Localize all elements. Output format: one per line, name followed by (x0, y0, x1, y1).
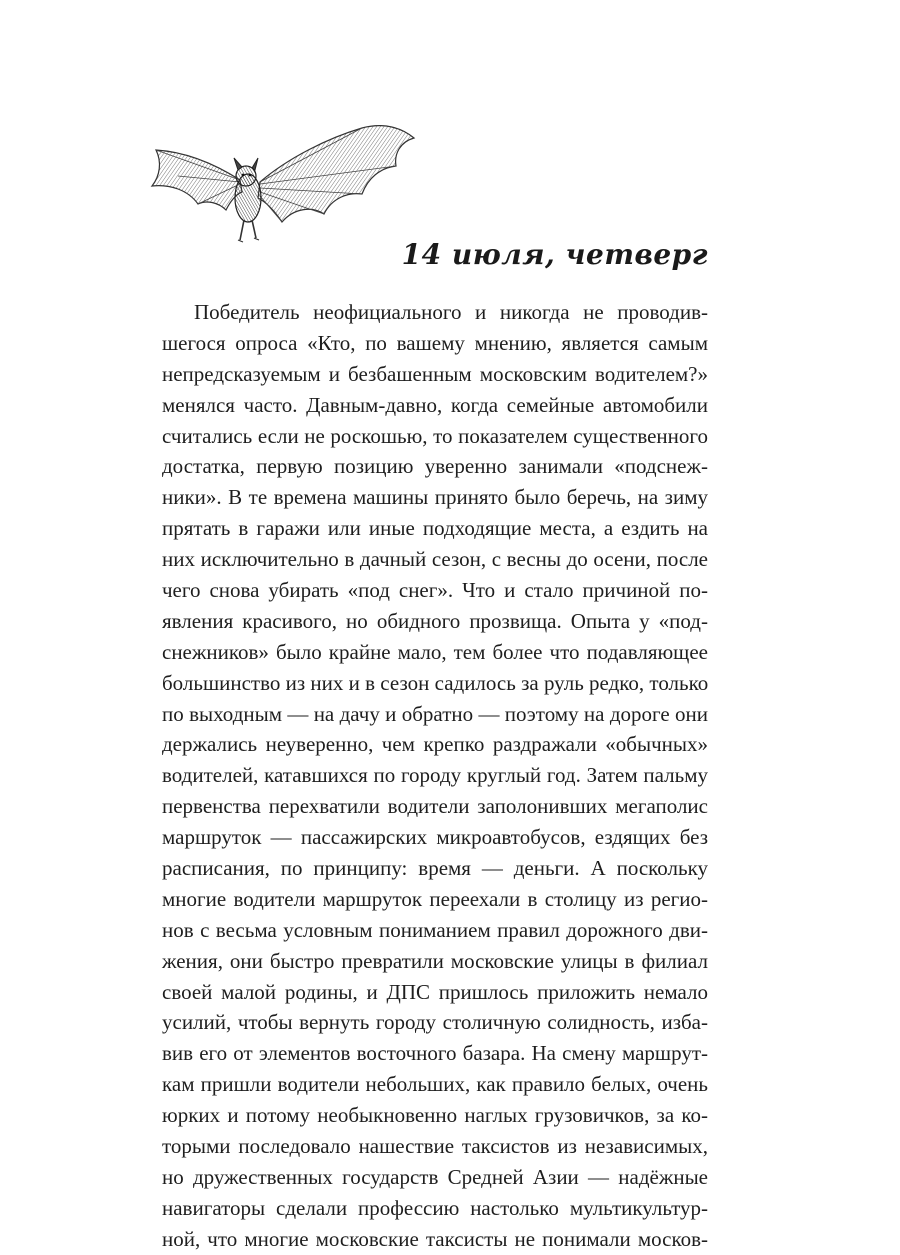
text-line: снежников» было крайне мало, тем более что подавляющее (162, 639, 708, 664)
text-line: торыми последовало нашествие таксистов из независимых, (162, 1134, 708, 1159)
text-line: водителей, катавшихся по городу круглый год. Затем пальму (162, 763, 708, 788)
text-line: маршруток — пассажирских микроавтобусов, ездящих без (162, 825, 708, 850)
text-line: достатка, первую позицию уверенно занимали «подснеж- (162, 454, 708, 479)
text-line: непредсказуемым и безбашенным московским водителем?» (162, 361, 708, 386)
text-line: кам пришли водители небольших, как правило белых, очень (162, 1072, 708, 1097)
text-line: своей малой родины, и ДПС пришлось приложить немало (162, 979, 708, 1004)
text-line: Победитель неофициального и никогда не проводив- (194, 300, 708, 324)
text-line: усилий, чтобы вернуть городу столичную солидность, изба- (162, 1010, 708, 1035)
text-line: вив его от элементов восточного базара. На смену маршрут- (162, 1041, 708, 1066)
text-line: прятать в гаражи или иные подходящие места, а ездить на (162, 516, 708, 541)
chapter-title: 14 июля, четверг (401, 238, 708, 271)
text-line: многие водители маршруток переехали в столицу из регио- (162, 886, 708, 911)
text-line: шегося опроса «Кто, по вашему мнению, является самым (162, 330, 708, 355)
text-line: жения, они быстро превратили московские улицы в филиал (162, 948, 708, 973)
text-line: нов с весьма условным пониманием правил дорожного дви- (162, 917, 708, 942)
text-line: менялся часто. Давным-давно, когда семейные автомобили (162, 392, 708, 417)
text-line: ной, что многие московские таксисты не понимали москов- (162, 1226, 708, 1251)
text-line: них исключительно в дачный сезон, с весны до осени, после (162, 547, 708, 572)
chapter-body-text (162, 297, 708, 1255)
text-line: навигаторы сделали профессию настолько мультикультур- (162, 1195, 708, 1220)
text-line: но дружественных государств Средней Азии — надёжные (162, 1164, 708, 1189)
text-line: расписания, по принципу: время — деньги. А поскольку (162, 856, 708, 881)
text-line: ники». В те времена машины принято было беречь, на зиму (162, 485, 708, 510)
text-line: по выходным — на дачу и обратно — поэтому на дороге они (162, 701, 708, 726)
text-line: юрких и потому необыкновенно наглых грузовичков, за ко- (162, 1103, 708, 1128)
text-line: первенства перехватили водители заполонивших мегаполис (162, 794, 708, 819)
bat-icon (148, 118, 418, 253)
text-line: считались если не роскошью, то показателем существенного (162, 423, 708, 448)
text-line: держались неуверенно, чем крепко раздражали «обычных» (162, 732, 708, 757)
text-line: явления красивого, но обидного прозвища. Опыта у «под- (162, 608, 708, 633)
text-line: чего снова убирать «под снег». Что и стало причиной по- (162, 578, 708, 603)
text-line: большинство из них и в сезон садилось за руль редко, только (162, 670, 709, 695)
